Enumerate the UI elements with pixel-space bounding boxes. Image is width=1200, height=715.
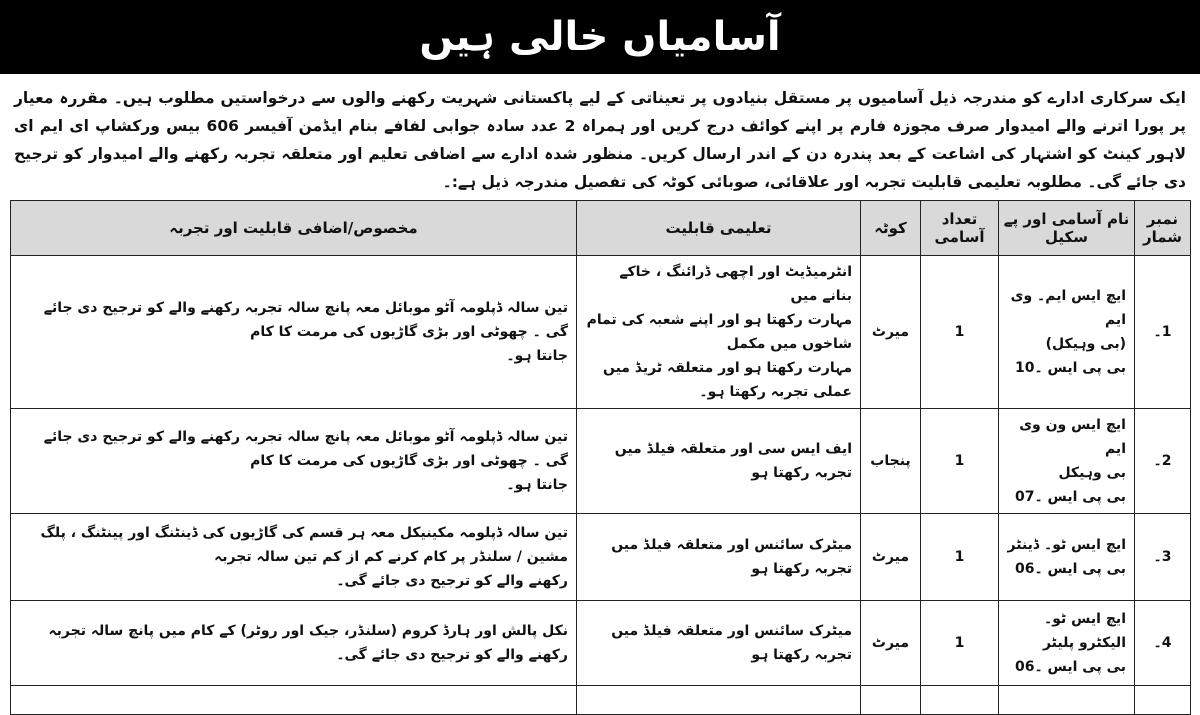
experience-line: تین سالہ ڈپلومہ آٹو موبائل معہ پانچ سالہ تجربہ رکھنے والے کو ترجیح دی جائے گی ۔ چھوٹی اور بڑی گاڑیوں کی مرمت کا کام (43, 429, 568, 469)
cell-name (999, 514, 1135, 601)
table-row-partial (11, 686, 1191, 715)
cell-education (577, 601, 861, 686)
experience-line: تین سالہ ڈپلومہ مکینیکل معہ ہر قسم کی گاڑیوں کی ڈینٹنگ اور پینٹنگ ، پلگ مشین / سلنڈر پر کام کرنے کم از کم تین سالہ تجربہ (40, 525, 568, 565)
name-line: ایچ ایس ون وی ایم (1019, 417, 1126, 457)
cell-empty (921, 686, 999, 715)
cell-quota: میرٹ (861, 514, 921, 601)
name-line: بی وہیکل (1058, 465, 1126, 481)
header-education: تعلیمی قابلیت (577, 201, 861, 256)
cell-sr: 4۔ (1135, 601, 1191, 686)
cell-name (999, 601, 1135, 686)
cell-count: 1 (921, 256, 999, 409)
experience-line: نکل پالش اور ہارڈ کروم (سلنڈر، جیک اور روٹر) کے کام میں پانچ سالہ تجربہ رکھنے والے کو ترجیح دی جائے گی۔ (48, 623, 568, 663)
cell-sr: 1۔ (1135, 256, 1191, 409)
name-line: ایچ ایس ٹو۔ الیکٹرو پلیٹر (1042, 611, 1126, 651)
cell-experience (11, 514, 577, 601)
name-line: بی پی ایس ۔07 (1015, 489, 1126, 505)
cell-name (999, 409, 1135, 514)
name-line: (بی وہیکل) (1045, 336, 1126, 352)
cell-sr: 2۔ (1135, 409, 1191, 514)
page-title: آسامیاں خالی ہیں (419, 14, 781, 60)
intro-line-2: جوابی لفافے بنام ایڈمن آفیسر 606 بیس ورکشاپ ای ایم ای لاہور کینٹ کو اشتہار کی اشاعت کے بعد پندرہ دن کے اندر ارسال کریں۔ منظور شدہ ادارے سے اضافی تعلیم اور متعلقہ تجربہ رکھنے والے امیدوار کو ترجیح دی جائے گی۔ مطلوبہ تعلیمی قابلیت (14, 117, 1186, 191)
cell-experience (11, 601, 577, 686)
cell-empty (11, 686, 577, 715)
cell-count: 1 (921, 601, 999, 686)
education-line: انٹرمیڈیٹ اور اچھی ڈرائنگ ، خاکے بنانے میں (619, 264, 852, 304)
cell-quota: پنجاب (861, 409, 921, 514)
cell-experience (11, 409, 577, 514)
posts-table (10, 200, 1191, 715)
experience-line: جانتا ہو۔ (506, 348, 568, 364)
table-row (11, 409, 1191, 514)
name-line: بی پی ایس ۔10 (1015, 360, 1126, 376)
intro-line-3: تجربہ اور علاقائی، صوبائی کوٹہ کی تفصیل مندرجہ ذیل ہے:۔ (442, 173, 906, 191)
name-line: ایچ ایس ٹو۔ ڈینٹر (1007, 537, 1126, 553)
table-row (11, 256, 1191, 409)
cell-sr: 3۔ (1135, 514, 1191, 601)
name-line: ایچ ایس ایم۔ وی ایم (1010, 288, 1126, 328)
header-count: تعداد آسامی (921, 201, 999, 256)
cell-education (577, 256, 861, 409)
education-line: ایف ایس سی اور متعلقہ فیلڈ میں تجربہ رکھتا ہو (614, 441, 852, 481)
education-line: مہارت رکھتا ہو اور اپنے شعبہ کی تمام شاخوں میں مکمل (586, 312, 852, 352)
name-line: بی پی ایس ۔06 (1015, 561, 1126, 577)
cell-empty (999, 686, 1135, 715)
education-line: میٹرک سائنس اور متعلقہ فیلڈ میں تجربہ رکھتا ہو (611, 623, 852, 663)
cell-count: 1 (921, 514, 999, 601)
cell-empty (861, 686, 921, 715)
header-quota: کوٹہ (861, 201, 921, 256)
experience-line: تین سالہ ڈپلومہ آٹو موبائل معہ پانچ سالہ تجربہ رکھنے والے کو ترجیح دی جائے گی ۔ چھوٹی اور بڑی گاڑیوں کی مرمت کا کام (43, 300, 568, 340)
cell-experience (11, 256, 577, 409)
table-row (11, 601, 1191, 686)
intro-paragraph (14, 84, 1186, 194)
title-banner (0, 0, 1200, 74)
experience-line: رکھنے والے کو ترجیح دی جائے گی۔ (336, 573, 568, 589)
table-header-row (11, 201, 1191, 256)
header-sr: نمبر شمار (1135, 201, 1191, 256)
cell-education (577, 514, 861, 601)
header-name: نام آسامی اور پے سکیل (999, 201, 1135, 256)
cell-education (577, 409, 861, 514)
cell-empty (577, 686, 861, 715)
cell-quota: میرٹ (861, 256, 921, 409)
intro-line-1: ایک سرکاری ادارے کو مندرجہ ذیل آسامیوں پر مستقل بنیادوں پر تعیناتی کے لیے پاکستانی شہریت رکھنے والوں سے درخواستیں مطلوب ہیں۔ مقررہ معیار پر پورا اترنے والے امیدوار صرف مجوزہ فارم پر اپنے کوائف درج کریں اور ہمراہ 2 عدد سادہ (14, 89, 1186, 135)
education-line: مہارت رکھتا ہو اور متعلقہ ٹریڈ میں عملی تجربہ رکھتا ہو۔ (602, 360, 852, 400)
education-line: میٹرک سائنس اور متعلقہ فیلڈ میں تجربہ رکھتا ہو (611, 537, 852, 577)
experience-line: جانتا ہو۔ (506, 477, 568, 493)
table-row (11, 514, 1191, 601)
cell-name (999, 256, 1135, 409)
cell-empty (1135, 686, 1191, 715)
cell-quota: میرٹ (861, 601, 921, 686)
header-experience: مخصوص/اضافی قابلیت اور تجربہ (11, 201, 577, 256)
cell-count: 1 (921, 409, 999, 514)
name-line: بی پی ایس ۔06 (1015, 659, 1126, 675)
